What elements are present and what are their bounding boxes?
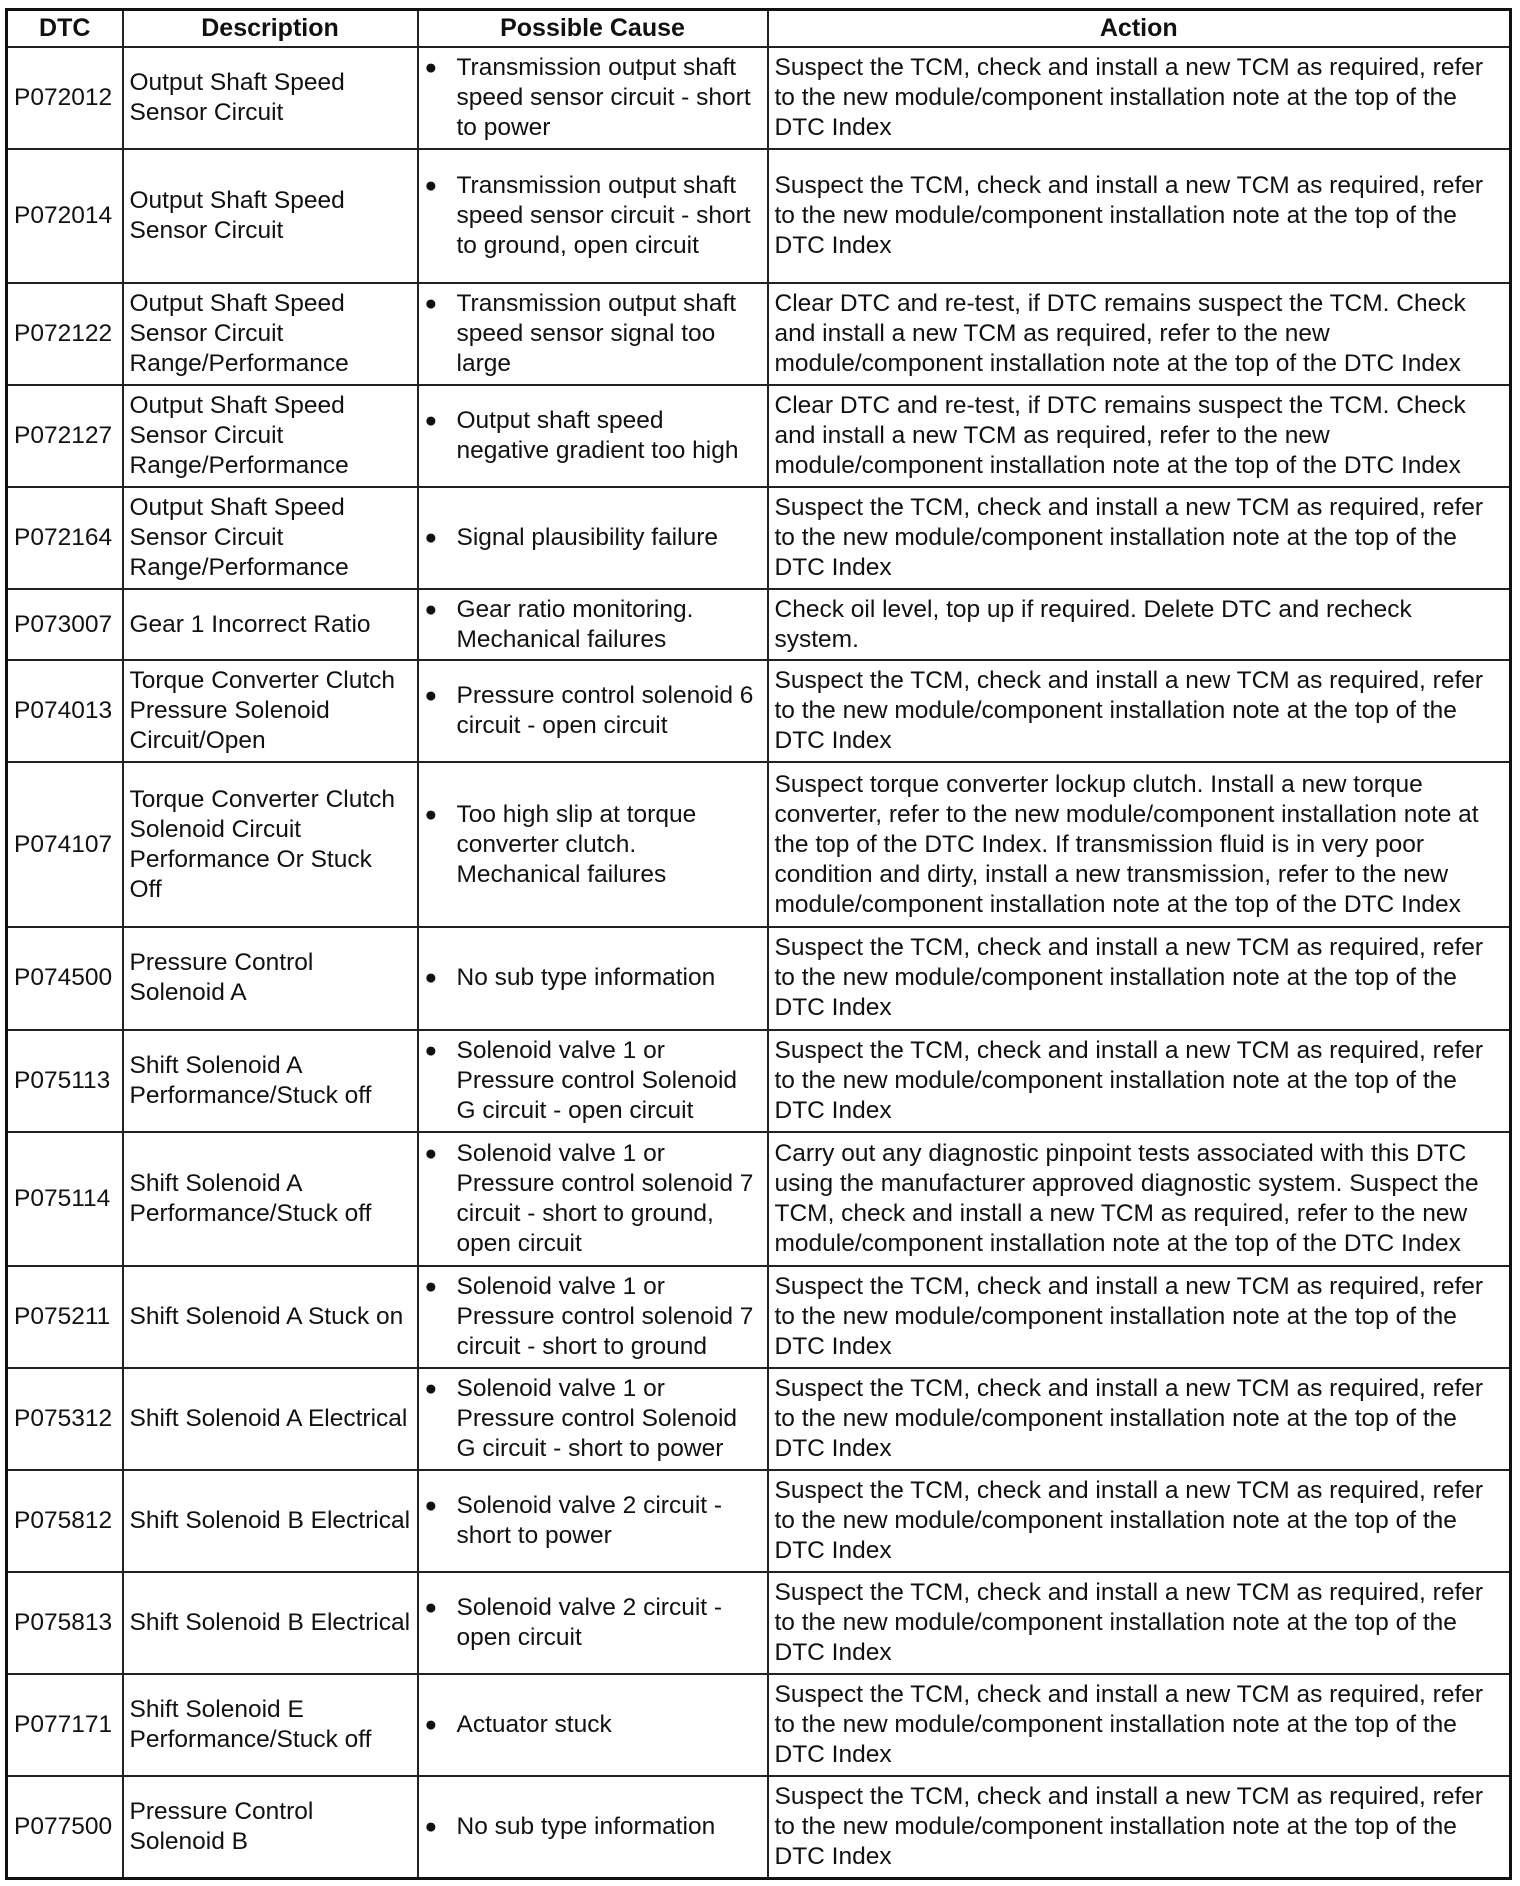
possible-cause-text: Solenoid valve 1 or Pressure control solenoid 7 circuit - short to ground bbox=[456, 1272, 754, 1360]
cause-list-item bbox=[425, 595, 761, 655]
possible-cause-text: Pressure control solenoid 6 circuit - open circuit bbox=[456, 682, 754, 740]
table-row bbox=[7, 1470, 1511, 1572]
dtc-description: Output Shaft Speed Sensor Circuit Range/Performance bbox=[123, 385, 418, 487]
dtc-description: Shift Solenoid B Electrical bbox=[123, 1572, 418, 1674]
dtc-code: P074013 bbox=[7, 660, 123, 762]
table-row bbox=[7, 1572, 1511, 1674]
table-row bbox=[7, 1368, 1511, 1470]
table-row bbox=[7, 927, 1511, 1029]
cause-list-item bbox=[425, 53, 761, 143]
possible-cause-text: Transmission output shaft speed sensor signal too large bbox=[456, 289, 737, 377]
cause-list-item bbox=[425, 289, 761, 379]
dtc-description: Shift Solenoid A Stuck on bbox=[123, 1266, 418, 1368]
bullet-icon: ● bbox=[424, 1494, 438, 1518]
possible-cause-text: Solenoid valve 1 or Pressure control solenoid 7 circuit - short to ground, open circuit bbox=[456, 1139, 754, 1257]
bullet-icon: ● bbox=[424, 1376, 438, 1400]
possible-cause-cell bbox=[418, 1030, 768, 1132]
table-row bbox=[7, 385, 1511, 487]
dtc-description: Torque Converter Clutch Solenoid Circuit Performance Or Stuck Off bbox=[123, 762, 418, 927]
bullet-icon: ● bbox=[424, 291, 438, 315]
cause-list-item bbox=[425, 1374, 761, 1464]
action-text: Check oil level, top up if required. Delete DTC and recheck system. bbox=[768, 589, 1511, 660]
action-text: Suspect the TCM, check and install a new TCM as required, refer to the new module/component installation note at the top of the DTC Index bbox=[768, 927, 1511, 1029]
bullet-icon: ● bbox=[424, 802, 438, 826]
possible-cause-cell bbox=[418, 283, 768, 385]
bullet-icon: ● bbox=[424, 526, 438, 550]
bullet-icon: ● bbox=[424, 408, 438, 432]
table-row bbox=[7, 1030, 1511, 1132]
cause-list-item bbox=[425, 1491, 761, 1551]
table-row bbox=[7, 47, 1511, 149]
bullet-icon: ● bbox=[424, 597, 438, 621]
dtc-code: P075114 bbox=[7, 1132, 123, 1266]
possible-cause-text: Gear ratio monitoring. Mechanical failures bbox=[456, 595, 694, 653]
bullet-icon: ● bbox=[424, 55, 438, 79]
column-header-action: Action bbox=[768, 10, 1511, 47]
table-row bbox=[7, 1776, 1511, 1878]
dtc-code: P074107 bbox=[7, 762, 123, 927]
possible-cause-cell bbox=[418, 762, 768, 927]
cause-list-item bbox=[425, 406, 761, 466]
dtc-code: P072122 bbox=[7, 283, 123, 385]
dtc-description: Shift Solenoid A Electrical bbox=[123, 1368, 418, 1470]
dtc-code: P074500 bbox=[7, 927, 123, 1029]
action-text: Suspect the TCM, check and install a new TCM as required, refer to the new module/component installation note at the top of the DTC Index bbox=[768, 1368, 1511, 1470]
action-text: Suspect the TCM, check and install a new TCM as required, refer to the new module/component installation note at the top of the DTC Index bbox=[768, 660, 1511, 762]
dtc-description: Gear 1 Incorrect Ratio bbox=[123, 589, 418, 660]
cause-list-item bbox=[425, 1139, 761, 1259]
possible-cause-text: Output shaft speed negative gradient too high bbox=[456, 406, 739, 464]
dtc-table bbox=[5, 8, 1512, 1880]
action-text: Suspect the TCM, check and install a new TCM as required, refer to the new module/component installation note at the top of the DTC Index bbox=[768, 47, 1511, 149]
cause-list-item bbox=[425, 1812, 761, 1842]
table-row bbox=[7, 149, 1511, 283]
action-text: Suspect the TCM, check and install a new TCM as required, refer to the new module/component installation note at the top of the DTC Index bbox=[768, 1030, 1511, 1132]
cause-list-item bbox=[425, 1272, 761, 1362]
bullet-icon: ● bbox=[424, 1713, 438, 1737]
possible-cause-cell bbox=[418, 1674, 768, 1776]
table-body bbox=[7, 47, 1511, 1879]
possible-cause-text: Transmission output shaft speed sensor circuit - short to ground, open circuit bbox=[456, 171, 751, 259]
table-row bbox=[7, 487, 1511, 589]
possible-cause-text: Too high slip at torque converter clutch. Mechanical failures bbox=[456, 800, 697, 888]
table-row bbox=[7, 283, 1511, 385]
dtc-code: P073007 bbox=[7, 589, 123, 660]
dtc-code: P077500 bbox=[7, 1776, 123, 1878]
dtc-code: P075813 bbox=[7, 1572, 123, 1674]
possible-cause-text: Signal plausibility failure bbox=[456, 524, 718, 552]
column-header-dtc: DTC bbox=[7, 10, 123, 47]
dtc-description: Torque Converter Clutch Pressure Solenoid Circuit/Open bbox=[123, 660, 418, 762]
possible-cause-cell bbox=[418, 47, 768, 149]
cause-list-item bbox=[425, 171, 761, 261]
possible-cause-cell bbox=[418, 149, 768, 283]
table-row bbox=[7, 660, 1511, 762]
table-header-row bbox=[7, 10, 1511, 47]
possible-cause-text: No sub type information bbox=[456, 1813, 716, 1841]
action-text: Suspect torque converter lockup clutch. Install a new torque converter, refer to the new module/component installation note at the top of the DTC Index. If transmission fluid is in very poor condition and dirty, install a new transmission, refer to the new module/component installation note at the top of the DTC Index bbox=[768, 762, 1511, 927]
bullet-icon: ● bbox=[424, 1141, 438, 1165]
possible-cause-cell bbox=[418, 1266, 768, 1368]
table-row bbox=[7, 1674, 1511, 1776]
dtc-description: Output Shaft Speed Sensor Circuit bbox=[123, 47, 418, 149]
bullet-icon: ● bbox=[424, 966, 438, 990]
action-text: Clear DTC and re-test, if DTC remains suspect the TCM. Check and install a new TCM as required, refer to the new module/component installation note at the top of the DTC Index bbox=[768, 283, 1511, 385]
cause-list-item bbox=[425, 681, 761, 741]
cause-list-item bbox=[425, 1036, 761, 1126]
cause-list-item bbox=[425, 523, 761, 553]
dtc-description: Shift Solenoid E Performance/Stuck off bbox=[123, 1674, 418, 1776]
possible-cause-text: Solenoid valve 2 circuit - short to power bbox=[456, 1492, 723, 1550]
possible-cause-cell bbox=[418, 1368, 768, 1470]
dtc-description: Shift Solenoid A Performance/Stuck off bbox=[123, 1132, 418, 1266]
possible-cause-cell bbox=[418, 1470, 768, 1572]
action-text: Suspect the TCM, check and install a new TCM as required, refer to the new module/component installation note at the top of the DTC Index bbox=[768, 1572, 1511, 1674]
dtc-description: Output Shaft Speed Sensor Circuit Range/Performance bbox=[123, 283, 418, 385]
dtc-code: P072012 bbox=[7, 47, 123, 149]
possible-cause-cell bbox=[418, 385, 768, 487]
cause-list-item bbox=[425, 1593, 761, 1653]
table-row bbox=[7, 589, 1511, 660]
action-text: Suspect the TCM, check and install a new TCM as required, refer to the new module/component installation note at the top of the DTC Index bbox=[768, 1674, 1511, 1776]
action-text: Suspect the TCM, check and install a new TCM as required, refer to the new module/component installation note at the top of the DTC Index bbox=[768, 487, 1511, 589]
dtc-description: Output Shaft Speed Sensor Circuit Range/Performance bbox=[123, 487, 418, 589]
bullet-icon: ● bbox=[424, 684, 438, 708]
dtc-description: Shift Solenoid A Performance/Stuck off bbox=[123, 1030, 418, 1132]
action-text: Suspect the TCM, check and install a new TCM as required, refer to the new module/component installation note at the top of the DTC Index bbox=[768, 1776, 1511, 1878]
cause-list-item bbox=[425, 1710, 761, 1740]
cause-list-item bbox=[425, 800, 761, 890]
dtc-code: P075812 bbox=[7, 1470, 123, 1572]
possible-cause-text: Transmission output shaft speed sensor circuit - short to power bbox=[456, 53, 751, 141]
dtc-code: P075211 bbox=[7, 1266, 123, 1368]
bullet-icon: ● bbox=[424, 1274, 438, 1298]
possible-cause-text: Actuator stuck bbox=[456, 1711, 612, 1739]
possible-cause-cell bbox=[418, 660, 768, 762]
table-row bbox=[7, 1132, 1511, 1266]
cause-list-item bbox=[425, 963, 761, 993]
dtc-description: Output Shaft Speed Sensor Circuit bbox=[123, 149, 418, 283]
column-header-possible-cause: Possible Cause bbox=[418, 10, 768, 47]
bullet-icon: ● bbox=[424, 1596, 438, 1620]
dtc-code: P072164 bbox=[7, 487, 123, 589]
dtc-code: P072127 bbox=[7, 385, 123, 487]
table-row bbox=[7, 1266, 1511, 1368]
dtc-description: Shift Solenoid B Electrical bbox=[123, 1470, 418, 1572]
bullet-icon: ● bbox=[424, 1038, 438, 1062]
possible-cause-cell bbox=[418, 1572, 768, 1674]
action-text: Suspect the TCM, check and install a new TCM as required, refer to the new module/component installation note at the top of the DTC Index bbox=[768, 1266, 1511, 1368]
column-header-description: Description bbox=[123, 10, 418, 47]
dtc-code: P075312 bbox=[7, 1368, 123, 1470]
possible-cause-text: Solenoid valve 1 or Pressure control Solenoid G circuit - short to power bbox=[456, 1374, 738, 1462]
action-text: Suspect the TCM, check and install a new TCM as required, refer to the new module/component installation note at the top of the DTC Index bbox=[768, 1470, 1511, 1572]
bullet-icon: ● bbox=[424, 173, 438, 197]
possible-cause-text: No sub type information bbox=[456, 964, 716, 992]
dtc-code: P077171 bbox=[7, 1674, 123, 1776]
dtc-code: P075113 bbox=[7, 1030, 123, 1132]
action-text: Clear DTC and re-test, if DTC remains suspect the TCM. Check and install a new TCM as required, refer to the new module/component installation note at the top of the DTC Index bbox=[768, 385, 1511, 487]
possible-cause-text: Solenoid valve 1 or Pressure control Solenoid G circuit - open circuit bbox=[456, 1036, 738, 1124]
possible-cause-text: Solenoid valve 2 circuit - open circuit bbox=[456, 1594, 723, 1652]
possible-cause-cell bbox=[418, 1776, 768, 1878]
dtc-description: Pressure Control Solenoid A bbox=[123, 927, 418, 1029]
possible-cause-cell bbox=[418, 487, 768, 589]
dtc-description: Pressure Control Solenoid B bbox=[123, 1776, 418, 1878]
action-text: Suspect the TCM, check and install a new TCM as required, refer to the new module/component installation note at the top of the DTC Index bbox=[768, 149, 1511, 283]
possible-cause-cell bbox=[418, 927, 768, 1029]
table-row bbox=[7, 762, 1511, 927]
dtc-code: P072014 bbox=[7, 149, 123, 283]
action-text: Carry out any diagnostic pinpoint tests associated with this DTC using the manufacturer approved diagnostic system. Suspect the TCM, check and install a new TCM as required, refer to the new module/component installation note at the top of the DTC Index bbox=[768, 1132, 1511, 1266]
bullet-icon: ● bbox=[424, 1815, 438, 1839]
possible-cause-cell bbox=[418, 589, 768, 660]
possible-cause-cell bbox=[418, 1132, 768, 1266]
